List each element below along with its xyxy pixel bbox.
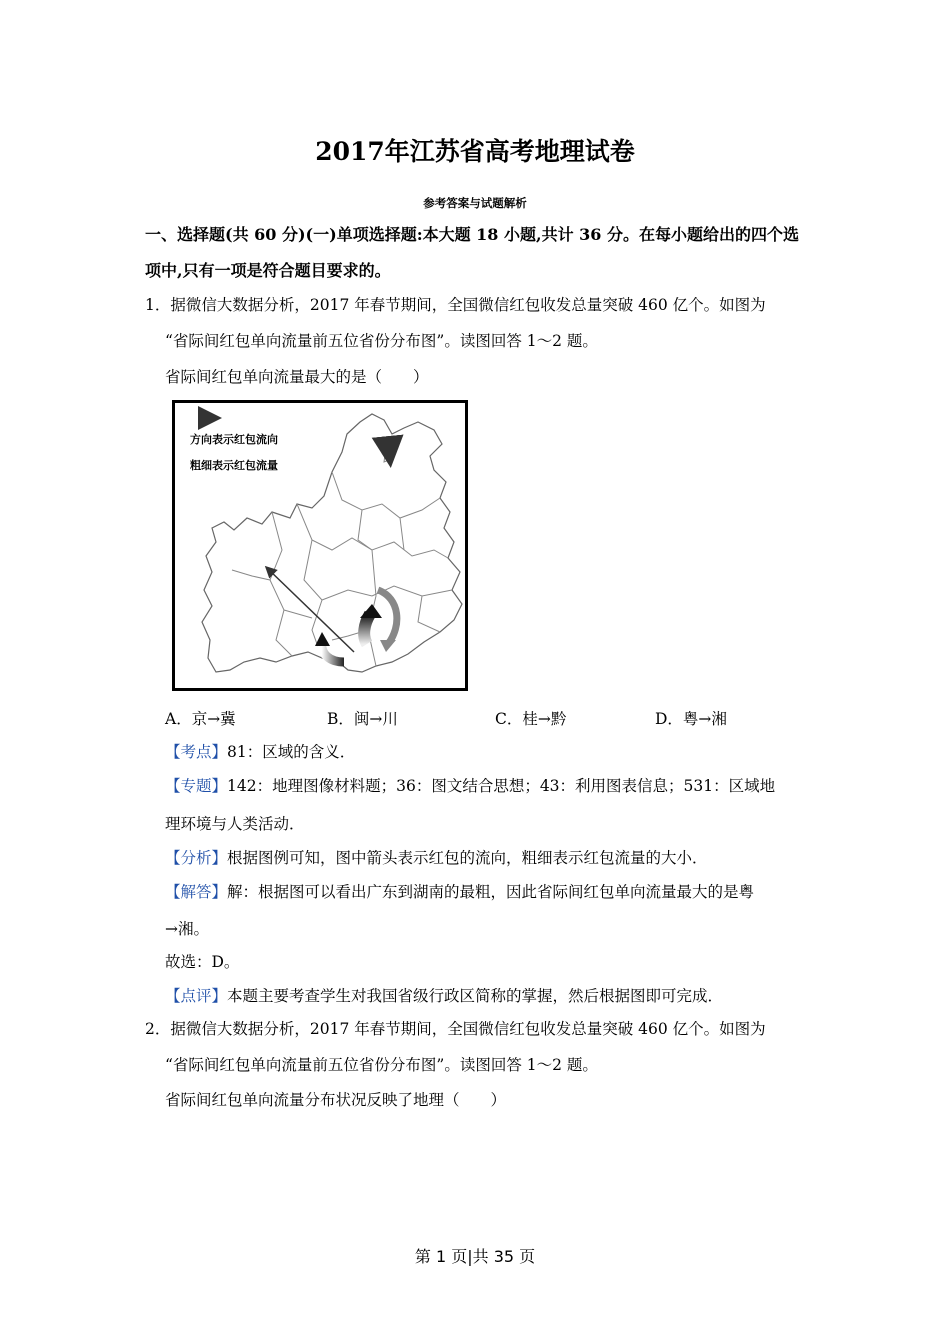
fenxi-tag: 【分析】 xyxy=(165,849,228,867)
page-footer: 第 1 页|共 35 页 xyxy=(414,1247,536,1266)
section-heading: 一、选择题(共 60 分)(一)单项选择题:本大题 18 小题,共计 36 分。在每小题给出的四个选项中,只有一项是符合题目要求的。 xyxy=(145,225,799,280)
red-packet-flow-map xyxy=(172,400,468,691)
kaodian-tag: 【考点】 xyxy=(165,743,228,761)
q2-stem-line2: “省际间红包单向流量前五位省份分布图”。读图回答 1～2 题。 xyxy=(165,1056,598,1074)
zhuanti-line xyxy=(165,775,775,797)
dianping-tag: 【点评】 xyxy=(165,987,228,1005)
jieda-text: 解：根据图可以看出广东到湖南的最粗，因此省际间红包单向流量最大的是粤 xyxy=(227,883,755,901)
q2-stem-line1: 2．据微信大数据分析，2017 年春节期间，全国微信红包收发总量突破 460 亿个。如图为 xyxy=(145,1020,766,1038)
q2-question: 省际间红包单向流量分布状况反映了地理（ ） xyxy=(165,1091,507,1109)
legend-direction-label: 方向表示红包流向 xyxy=(190,433,278,446)
zhuanti-line2: 理环境与人类活动． xyxy=(165,815,305,833)
option-d[interactable]: D．粤→湘 xyxy=(655,710,727,728)
q1-stem-line2: “省际间红包单向流量前五位省份分布图”。读图回答 1～2 题。 xyxy=(165,332,598,350)
legend-thickness-label: 粗细表示红包流量 xyxy=(190,459,278,472)
q1-question: 省际间红包单向流量最大的是（ ） xyxy=(165,368,429,386)
page-subtitle: 参考答案与试题解析 xyxy=(423,196,527,210)
option-b[interactable]: B．闽→川 xyxy=(327,710,398,728)
option-a[interactable]: A．京→冀 xyxy=(165,710,236,728)
fenxi-line xyxy=(165,847,708,869)
option-c[interactable]: C．桂→黔 xyxy=(495,710,567,728)
kaodian-text: 81：区域的含义． xyxy=(227,743,356,761)
q1-stem-line1: 1．据微信大数据分析，2017 年春节期间，全国微信红包收发总量突破 460 亿个。如图为 xyxy=(145,296,766,314)
answer-choice: 故选：D。 xyxy=(165,953,240,971)
jieda-tag: 【解答】 xyxy=(165,883,228,901)
fenxi-text: 根据图例可知，图中箭头表示红包的流向，粗细表示红包流量的大小． xyxy=(227,849,708,867)
zhuanti-tag: 【专题】 xyxy=(165,777,228,795)
dianping-line xyxy=(165,985,723,1007)
zhuanti-text: 142：地理图像材料题；36：图文结合思想；43：利用图表信息；531：区域地 xyxy=(227,777,776,795)
page-title: 2017年江苏省高考地理试卷 xyxy=(315,137,635,166)
kaodian-line xyxy=(165,741,355,763)
jieda-line xyxy=(165,881,754,903)
jieda-line2: →湘。 xyxy=(165,920,209,938)
dianping-text: 本题主要考查学生对我国省级行政区简称的掌握，然后根据图即可完成． xyxy=(227,987,724,1005)
